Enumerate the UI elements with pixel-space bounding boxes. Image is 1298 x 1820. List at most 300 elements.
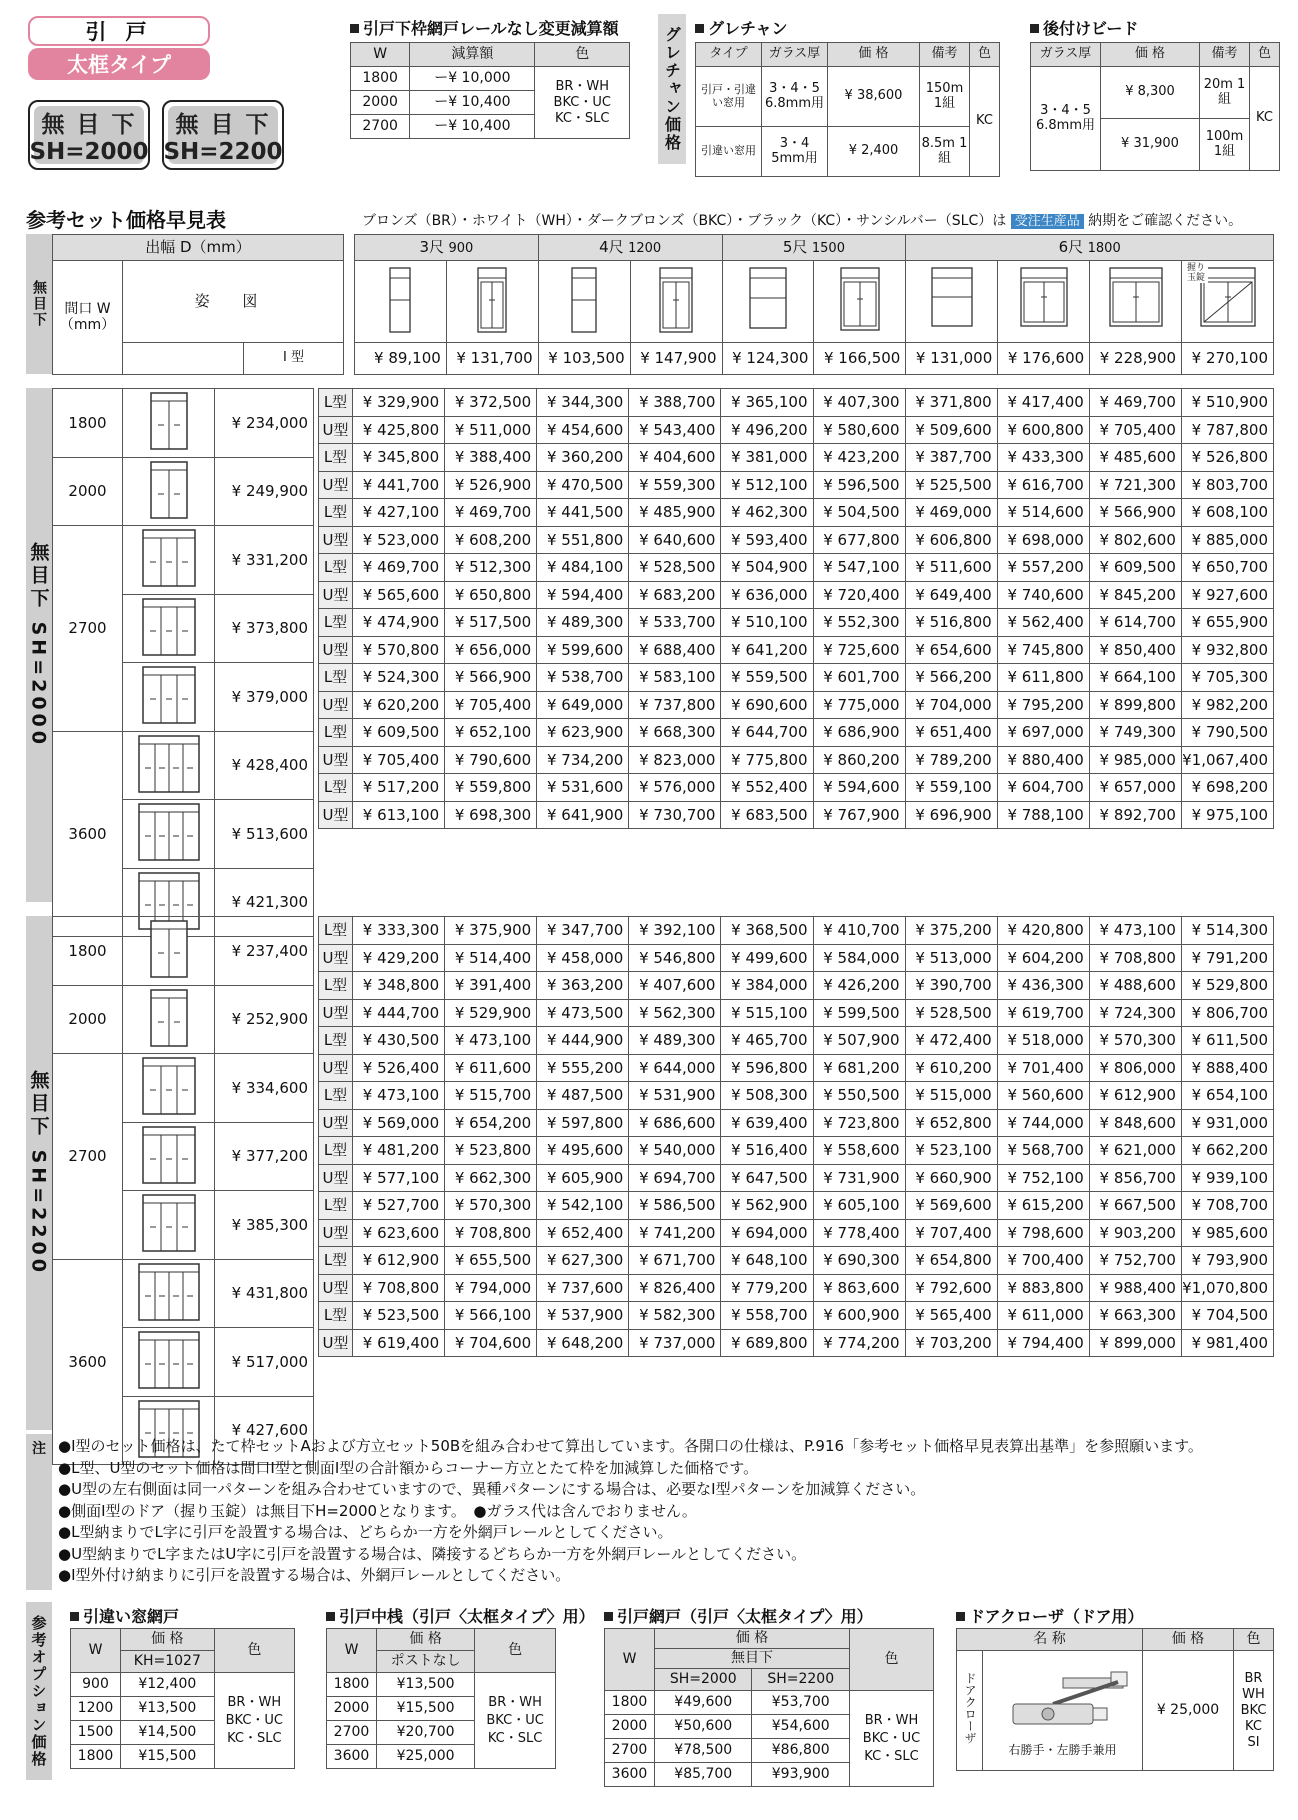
square-bullet-icon xyxy=(350,24,359,33)
set-price: ¥ 473,100 xyxy=(445,1027,537,1055)
set-price: ¥ 620,200 xyxy=(353,691,445,719)
set-price: ¥ 473,100 xyxy=(1089,917,1181,945)
set-price: ¥ 507,900 xyxy=(813,1027,905,1055)
set-price: ¥ 648,100 xyxy=(721,1247,813,1275)
set-price: ¥ 790,500 xyxy=(1181,719,1273,747)
set-price: ¥ 619,700 xyxy=(997,999,1089,1027)
set-price: ¥ 454,600 xyxy=(537,416,629,444)
ref-table-title: 参考セット価格早見表 xyxy=(26,208,226,232)
col-type: タイプ xyxy=(696,43,762,67)
side-price: ¥ 124,300 xyxy=(722,343,814,375)
set-price: ¥ 740,600 xyxy=(997,581,1089,609)
side-price: ¥ 176,600 xyxy=(998,343,1090,375)
grechan-side-label: グレチャン価格 xyxy=(658,14,686,164)
badge-sh2200 xyxy=(162,100,284,170)
set-price: ¥ 619,400 xyxy=(353,1329,445,1357)
col-w: W xyxy=(71,1629,121,1673)
side-figure-cell xyxy=(814,261,906,343)
closer-side: ドアクローザ xyxy=(957,1651,983,1771)
itype-price: ¥ 427,600 xyxy=(215,1396,314,1465)
set-price: ¥ 599,500 xyxy=(813,999,905,1027)
set-price: ¥ 533,700 xyxy=(629,609,721,637)
set-price: ¥ 611,800 xyxy=(997,664,1089,692)
set-price: ¥ 655,900 xyxy=(1181,609,1273,637)
side-price: ¥ 166,500 xyxy=(814,343,906,375)
lock-label: 握り玉錠 xyxy=(1184,263,1208,283)
opt-price: ¥13,500 xyxy=(121,1697,215,1721)
type-label-l: L型 xyxy=(319,1302,353,1330)
itype-price: ¥ 331,200 xyxy=(215,526,314,595)
type-label-l: L型 xyxy=(319,1027,353,1055)
set-price: ¥ 745,800 xyxy=(997,636,1089,664)
set-price: ¥ 615,200 xyxy=(997,1192,1089,1220)
opening-figure-cell xyxy=(123,389,215,458)
section-label-sh2200: 無目下 SH=2200 xyxy=(26,916,52,1430)
set-price: ¥ 582,300 xyxy=(629,1302,721,1330)
side-window-figure xyxy=(830,262,890,336)
set-price: ¥ 540,000 xyxy=(629,1137,721,1165)
set-price: ¥ 975,100 xyxy=(1181,801,1273,829)
rail-amount: ー¥ 10,400 xyxy=(410,91,535,115)
col-color: 色 xyxy=(535,43,630,67)
side-price: ¥ 131,000 xyxy=(906,343,998,375)
itype-price: ¥ 379,000 xyxy=(215,663,314,732)
opt-w: 1800 xyxy=(605,1691,655,1715)
set-price: ¥ 510,100 xyxy=(721,609,813,637)
set-price: ¥ 427,100 xyxy=(353,499,445,527)
set-price: ¥ 744,000 xyxy=(997,1109,1089,1137)
set-price: ¥ 791,200 xyxy=(1181,944,1273,972)
grechan-glass: 3・4 5mm用 xyxy=(762,127,828,177)
set-price: ¥ 559,500 xyxy=(721,664,813,692)
set-price: ¥ 484,100 xyxy=(537,554,629,582)
side-figure-cell xyxy=(1090,261,1182,343)
col-price: 価 格 xyxy=(1143,1629,1234,1651)
set-price: ¥ 604,200 xyxy=(997,944,1089,972)
set-price: ¥ 885,000 xyxy=(1181,526,1273,554)
opt-price: ¥93,900 xyxy=(752,1763,849,1787)
set-price: ¥ 481,200 xyxy=(353,1137,445,1165)
set-price: ¥ 559,100 xyxy=(905,774,997,802)
bead-glass: 3・4・5 6.8mm用 xyxy=(1031,67,1101,171)
set-price: ¥ 639,400 xyxy=(721,1109,813,1137)
set-price: ¥ 390,700 xyxy=(905,972,997,1000)
col-color: 色 xyxy=(970,43,1000,67)
side-price: ¥ 270,100 xyxy=(1182,343,1274,375)
set-price: ¥ 636,000 xyxy=(721,581,813,609)
square-bullet-icon xyxy=(70,1612,79,1621)
set-price: ¥ 489,300 xyxy=(537,609,629,637)
set-price: ¥ 469,700 xyxy=(1089,389,1181,417)
type-label-l: L型 xyxy=(319,499,353,527)
set-price: ¥ 850,400 xyxy=(1089,636,1181,664)
set-price: ¥ 892,700 xyxy=(1089,801,1181,829)
rail-color xyxy=(535,67,630,139)
header-left-table xyxy=(52,234,344,375)
side-window-figure xyxy=(738,262,798,336)
closer-caption: 右勝手・左勝手兼用 xyxy=(1008,1742,1117,1757)
col-color: 色 xyxy=(1234,1629,1274,1651)
set-price: ¥ 694,000 xyxy=(721,1219,813,1247)
type-label-u: U型 xyxy=(319,1274,353,1302)
note-line: ●U型の左右側面は同一パターンを組み合わせていますので、異種パターンにする場合は、必要なI型パターンを加減算ください。 xyxy=(58,1480,926,1498)
set-price: ¥ 730,700 xyxy=(629,801,721,829)
bead-table xyxy=(1030,42,1280,171)
opening-window-figure xyxy=(134,663,204,727)
ref-table-note xyxy=(362,210,1242,230)
type-label-l: L型 xyxy=(319,609,353,637)
note-line: ●I型外付け納まりに引戸を設置する場合は、外網戸レールとしてください。 xyxy=(58,1566,571,1584)
set-price: ¥ 557,200 xyxy=(997,554,1089,582)
lu-price-table xyxy=(318,916,1274,1357)
note-line: ●I型のセット価格は、たて枠セットAおよび方立セット50Bを組み合わせて算出しています。各開口の仕様は、P.916「参考セット価格早見表算出基準」を参照願います。 xyxy=(58,1437,1203,1455)
opening-window-figure xyxy=(134,986,204,1050)
opt-closer-title: ドアクローザ（ドア用） xyxy=(956,1604,1144,1627)
side-window-figure xyxy=(1014,262,1074,336)
set-price: ¥ 690,600 xyxy=(721,691,813,719)
set-price: ¥ 932,800 xyxy=(1181,636,1273,664)
set-price: ¥ 473,100 xyxy=(353,1082,445,1110)
set-price: ¥ 363,200 xyxy=(537,972,629,1000)
set-price: ¥ 586,500 xyxy=(629,1192,721,1220)
set-price: ¥ 391,400 xyxy=(445,972,537,1000)
set-price: ¥ 701,400 xyxy=(997,1054,1089,1082)
set-price: ¥ 375,900 xyxy=(445,917,537,945)
rail-w: 2000 xyxy=(351,91,410,115)
col-sh2200: SH=2200 xyxy=(752,1669,849,1691)
type-label-l: L型 xyxy=(319,719,353,747)
set-price: ¥ 623,600 xyxy=(353,1219,445,1247)
set-price: ¥ 348,800 xyxy=(353,972,445,1000)
set-price: ¥ 734,200 xyxy=(537,746,629,774)
opt-w: 1800 xyxy=(71,1745,121,1769)
set-price: ¥ 526,800 xyxy=(1181,444,1273,472)
set-price: ¥ 511,000 xyxy=(445,416,537,444)
set-price: ¥ 469,000 xyxy=(905,499,997,527)
set-price: ¥ 654,600 xyxy=(905,636,997,664)
itype-price: ¥ 237,400 xyxy=(215,917,314,986)
set-price: ¥ 537,900 xyxy=(537,1302,629,1330)
set-price: ¥ 723,800 xyxy=(813,1109,905,1137)
col-sh2000: SH=2000 xyxy=(655,1669,752,1691)
set-price: ¥ 523,100 xyxy=(905,1137,997,1165)
set-price: ¥ 597,800 xyxy=(537,1109,629,1137)
group-5shaku: 5尺 1500 xyxy=(722,235,906,261)
opening-window-figure xyxy=(134,917,204,981)
type-label-l: L型 xyxy=(319,774,353,802)
set-price: ¥ 703,200 xyxy=(905,1329,997,1357)
col-glass: ガラス厚 xyxy=(762,43,828,67)
set-price: ¥ 731,900 xyxy=(813,1164,905,1192)
side-figure-cell xyxy=(722,261,814,343)
set-price: ¥ 856,700 xyxy=(1089,1164,1181,1192)
set-price: ¥ 594,400 xyxy=(537,581,629,609)
side-price: ¥ 228,900 xyxy=(1090,343,1182,375)
opt-door-screen-title: 引戸網戸（引戸〈太框タイプ〉用） xyxy=(604,1604,873,1627)
type-label-l: L型 xyxy=(319,389,353,417)
set-price: ¥ 988,400 xyxy=(1089,1274,1181,1302)
set-price: ¥ 436,300 xyxy=(997,972,1089,1000)
set-price: ¥ 566,900 xyxy=(1089,499,1181,527)
square-bullet-icon xyxy=(956,1612,965,1621)
opt-w: 2000 xyxy=(605,1715,655,1739)
opening-figure-cell xyxy=(123,594,215,663)
grechan-note: 150m 1組 xyxy=(920,67,970,127)
rail-amount: ー¥ 10,000 xyxy=(410,67,535,91)
type-label-u: U型 xyxy=(319,801,353,829)
opening-label: 間口 W（mm） xyxy=(53,261,123,375)
opening-window-figure xyxy=(134,595,204,659)
opt-price: ¥50,600 xyxy=(655,1715,752,1739)
set-price: ¥ 410,700 xyxy=(813,917,905,945)
type-label-u: U型 xyxy=(319,636,353,664)
color-line: BR・WH xyxy=(555,78,610,94)
set-price: ¥ 650,700 xyxy=(1181,554,1273,582)
set-price: ¥ 531,600 xyxy=(537,774,629,802)
set-price: ¥ 526,400 xyxy=(353,1054,445,1082)
type-label-l: L型 xyxy=(319,1192,353,1220)
set-price: ¥ 652,100 xyxy=(445,719,537,747)
opening-figure-cell xyxy=(123,731,215,800)
set-price: ¥ 752,100 xyxy=(997,1164,1089,1192)
note-line: ●L型、U型のセット価格は間口I型と側面I型の合計額からコーナー方立とたて枠を加減算した価格です。 xyxy=(58,1458,759,1477)
type-label-u: U型 xyxy=(319,416,353,444)
itype-price: ¥ 428,400 xyxy=(215,731,314,800)
col-price: 価 格 xyxy=(655,1629,850,1649)
opening-window-figure xyxy=(134,1260,204,1324)
opening-width: 2000 xyxy=(53,985,123,1054)
set-price: ¥ 551,800 xyxy=(537,526,629,554)
set-price: ¥ 558,700 xyxy=(721,1302,813,1330)
side-figure-cell xyxy=(355,261,447,343)
opt-mullion-title: 引戸中桟（引戸〈太框タイプ〉用） xyxy=(326,1604,595,1627)
set-price: ¥ 790,600 xyxy=(445,746,537,774)
set-price: ¥ 749,300 xyxy=(1089,719,1181,747)
opt-w: 3600 xyxy=(327,1745,377,1769)
set-price: ¥ 737,600 xyxy=(537,1274,629,1302)
lu-price-table xyxy=(318,388,1274,829)
set-price: ¥ 601,700 xyxy=(813,664,905,692)
set-price: ¥ 767,900 xyxy=(813,801,905,829)
set-price: ¥ 985,600 xyxy=(1181,1219,1273,1247)
group-6shaku: 6尺 1800 xyxy=(906,235,1274,261)
set-price: ¥ 708,800 xyxy=(1089,944,1181,972)
set-price: ¥ 473,500 xyxy=(537,999,629,1027)
set-price: ¥ 472,400 xyxy=(905,1027,997,1055)
set-price: ¥ 611,600 xyxy=(445,1054,537,1082)
opt-w: 1800 xyxy=(327,1673,377,1697)
set-price: ¥ 677,800 xyxy=(813,526,905,554)
set-price: ¥ 516,800 xyxy=(905,609,997,637)
type-label-l: L型 xyxy=(319,554,353,582)
set-price: ¥ 927,600 xyxy=(1181,581,1273,609)
opt-w: 900 xyxy=(71,1673,121,1697)
set-price: ¥ 721,300 xyxy=(1089,471,1181,499)
opening-width: 1800 xyxy=(53,917,123,986)
opening-window-figure xyxy=(134,389,204,453)
header-right-table xyxy=(354,234,1274,375)
set-price: ¥ 641,200 xyxy=(721,636,813,664)
set-price: ¥ 662,200 xyxy=(1181,1137,1273,1165)
set-price: ¥ 489,300 xyxy=(629,1027,721,1055)
set-price: ¥ 708,800 xyxy=(353,1274,445,1302)
set-price: ¥ 470,500 xyxy=(537,471,629,499)
set-price: ¥ 565,600 xyxy=(353,581,445,609)
set-price: ¥ 664,100 xyxy=(1089,664,1181,692)
opening-figure-cell xyxy=(123,663,215,732)
set-price: ¥ 381,000 xyxy=(721,444,813,472)
set-price: ¥ 580,600 xyxy=(813,416,905,444)
set-price: ¥ 570,300 xyxy=(1089,1027,1181,1055)
set-price: ¥ 527,700 xyxy=(353,1192,445,1220)
opt-door-screen-table xyxy=(604,1628,934,1787)
screen-rail-table xyxy=(350,42,630,139)
set-price: ¥ 577,100 xyxy=(353,1164,445,1192)
set-price: ¥ 899,800 xyxy=(1089,691,1181,719)
itype-price: ¥ 385,300 xyxy=(215,1191,314,1260)
col-w: W xyxy=(605,1629,655,1691)
set-price: ¥ 609,500 xyxy=(353,719,445,747)
set-price: ¥ 566,200 xyxy=(905,664,997,692)
side-window-figure xyxy=(922,262,982,336)
square-bullet-icon xyxy=(326,1612,335,1621)
set-price: ¥ 689,800 xyxy=(721,1329,813,1357)
set-price: ¥ 788,100 xyxy=(997,801,1089,829)
set-price: ¥ 613,100 xyxy=(353,801,445,829)
opt-price: ¥12,400 xyxy=(121,1673,215,1697)
set-price: ¥ 550,500 xyxy=(813,1082,905,1110)
opt-price: ¥54,600 xyxy=(752,1715,849,1739)
set-price: ¥ 644,700 xyxy=(721,719,813,747)
set-price: ¥ 600,800 xyxy=(997,416,1089,444)
side-window-figure xyxy=(1106,262,1166,336)
set-price: ¥ 387,700 xyxy=(905,444,997,472)
opt-color: BR・WH BKC・UC KC・SLC xyxy=(849,1691,933,1787)
set-price: ¥ 704,500 xyxy=(1181,1302,1273,1330)
set-price: ¥ 652,400 xyxy=(537,1219,629,1247)
bead-price: ¥ 31,900 xyxy=(1101,119,1200,171)
set-price: ¥ 426,200 xyxy=(813,972,905,1000)
bead-price: ¥ 8,300 xyxy=(1101,67,1200,119)
header-side-label: 無目下 xyxy=(26,234,52,374)
set-price: ¥ 559,300 xyxy=(629,471,721,499)
set-price: ¥ 508,300 xyxy=(721,1082,813,1110)
set-price: ¥ 511,600 xyxy=(905,554,997,582)
figure-label: 姿 図 xyxy=(123,261,344,343)
itype-price: ¥ 431,800 xyxy=(215,1259,314,1328)
set-price: ¥ 775,800 xyxy=(721,746,813,774)
note-line: ●U型納まりでL字またはU字に引戸を設置する場合は、隣接するどちらか一方を外網戸レールとしてください。 xyxy=(58,1544,807,1563)
square-bullet-icon xyxy=(695,24,704,33)
opt-mullion-table xyxy=(326,1628,556,1769)
set-price: ¥ 372,500 xyxy=(445,389,537,417)
set-price: ¥ 694,700 xyxy=(629,1164,721,1192)
set-price: ¥ 569,600 xyxy=(905,1192,997,1220)
set-price: ¥ 650,800 xyxy=(445,581,537,609)
set-price: ¥ 660,900 xyxy=(905,1164,997,1192)
set-price: ¥ 708,800 xyxy=(445,1219,537,1247)
type-label-u: U型 xyxy=(319,746,353,774)
set-price: ¥ 623,900 xyxy=(537,719,629,747)
set-price: ¥ 860,200 xyxy=(813,746,905,774)
note-line: ●L型納まりでL字に引戸を設置する場合は、どちらか一方を外網戸レールとしてください。 xyxy=(58,1523,673,1541)
set-price: ¥ 566,900 xyxy=(445,664,537,692)
set-price: ¥ 515,100 xyxy=(721,999,813,1027)
opt-closer-table xyxy=(956,1628,1274,1771)
set-price: ¥ 697,000 xyxy=(997,719,1089,747)
set-price: ¥ 523,000 xyxy=(353,526,445,554)
set-price: ¥ 425,800 xyxy=(353,416,445,444)
set-price: ¥ 705,400 xyxy=(353,746,445,774)
col-color: 色 xyxy=(475,1629,556,1673)
set-price: ¥ 344,300 xyxy=(537,389,629,417)
set-price: ¥ 798,600 xyxy=(997,1219,1089,1247)
col-note: 備考 xyxy=(920,43,970,67)
opening-figure-cell xyxy=(123,1191,215,1260)
itype-price: ¥ 234,000 xyxy=(215,389,314,458)
bead-note: 100m 1組 xyxy=(1200,119,1250,171)
opt-price: ¥86,800 xyxy=(752,1739,849,1763)
opening-window-figure xyxy=(134,526,204,590)
opening-figure-cell xyxy=(123,985,215,1054)
set-price: ¥ 583,100 xyxy=(629,664,721,692)
set-price: ¥ 329,900 xyxy=(353,389,445,417)
type-label-l: L型 xyxy=(319,972,353,1000)
set-price: ¥ 469,700 xyxy=(445,499,537,527)
set-price: ¥ 778,400 xyxy=(813,1219,905,1247)
set-price: ¥ 899,000 xyxy=(1089,1329,1181,1357)
set-price: ¥ 529,800 xyxy=(1181,972,1273,1000)
set-price: ¥ 569,000 xyxy=(353,1109,445,1137)
grechan-type: 引戸・引違い窓用 xyxy=(696,67,762,127)
set-price: ¥ 515,000 xyxy=(905,1082,997,1110)
set-price: ¥ 863,600 xyxy=(813,1274,905,1302)
set-price: ¥ 371,800 xyxy=(905,389,997,417)
opt-color: BR・WH BKC・UC KC・SLC xyxy=(475,1673,556,1769)
opt-price: ¥14,500 xyxy=(121,1721,215,1745)
grechan-glass: 3・4・5 6.8mm用 xyxy=(762,67,828,127)
type-label-u: U型 xyxy=(319,1219,353,1247)
set-price: ¥ 610,200 xyxy=(905,1054,997,1082)
set-price: ¥ 555,200 xyxy=(537,1054,629,1082)
set-price: ¥ 509,600 xyxy=(905,416,997,444)
square-bullet-icon xyxy=(1030,24,1039,33)
set-price: ¥ 792,600 xyxy=(905,1274,997,1302)
col-price: 価 格 xyxy=(828,43,920,67)
itype-price: ¥ 249,900 xyxy=(215,457,314,526)
set-price: ¥ 423,200 xyxy=(813,444,905,472)
set-price: ¥ 651,400 xyxy=(905,719,997,747)
color-line: BKC・UC xyxy=(553,94,611,110)
set-price: ¥ 794,000 xyxy=(445,1274,537,1302)
set-price: ¥ 333,300 xyxy=(353,917,445,945)
set-price: ¥ 614,700 xyxy=(1089,609,1181,637)
opt-price: ¥49,600 xyxy=(655,1691,752,1715)
set-price: ¥ 360,200 xyxy=(537,444,629,472)
opt-color: BR・WH BKC・UC KC・SLC xyxy=(214,1673,294,1769)
side-figure-cell xyxy=(1182,261,1274,343)
opening-window-figure xyxy=(134,1191,204,1255)
side-figure-cell xyxy=(446,261,538,343)
set-price: ¥ 888,400 xyxy=(1181,1054,1273,1082)
badge-sh2000 xyxy=(28,100,150,170)
opt-price: ¥13,500 xyxy=(377,1673,475,1697)
set-price: ¥ 528,500 xyxy=(905,999,997,1027)
opt-price: ¥53,700 xyxy=(752,1691,849,1715)
set-price: ¥ 641,900 xyxy=(537,801,629,829)
set-price: ¥ 514,400 xyxy=(445,944,537,972)
set-price: ¥ 649,400 xyxy=(905,581,997,609)
